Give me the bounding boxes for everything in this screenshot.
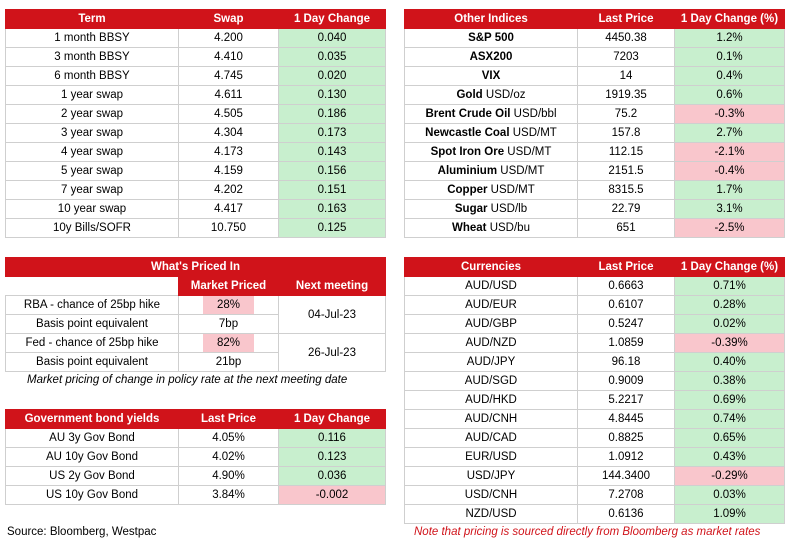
- swap-term: 3 month BBSY: [6, 48, 179, 67]
- bonds-header-change: 1 Day Change: [279, 410, 386, 429]
- currencies-price: 0.6107: [578, 296, 675, 315]
- priced-rba-value-text: 28%: [203, 296, 254, 314]
- currencies-price: 144.3400: [578, 467, 675, 486]
- indices-row: [405, 124, 785, 143]
- indices-change: 0.6%: [675, 86, 785, 105]
- bonds-change: -0.002: [279, 486, 386, 505]
- bonds-table: [5, 409, 386, 505]
- indices-unit: USD/MT: [507, 146, 552, 158]
- currencies-price: 0.6136: [578, 505, 675, 524]
- indices-change: -0.3%: [675, 105, 785, 124]
- currencies-price: 1.0859: [578, 334, 675, 353]
- indices-name: Spot Iron Ore: [430, 146, 505, 158]
- swap-row: [6, 219, 386, 238]
- bonds-price: 4.02%: [179, 448, 279, 467]
- indices-name-cell: [405, 200, 578, 219]
- indices-price: 14: [578, 67, 675, 86]
- swap-rate: 4.304: [179, 124, 279, 143]
- swap-change: 0.151: [279, 181, 386, 200]
- bonds-header-price: Last Price: [179, 410, 279, 429]
- currencies-price: 5.2217: [578, 391, 675, 410]
- priced-in-table: [5, 257, 386, 372]
- indices-unit: USD/lb: [490, 203, 528, 215]
- indices-row: [405, 200, 785, 219]
- swap-term: 4 year swap: [6, 143, 179, 162]
- priced-rba-bp-label: Basis point equivalent: [6, 315, 179, 334]
- swap-rate: 4.745: [179, 67, 279, 86]
- swap-change: 0.143: [279, 143, 386, 162]
- swap-row: [6, 29, 386, 48]
- swap-rate: 4.173: [179, 143, 279, 162]
- indices-change: 0.1%: [675, 48, 785, 67]
- indices-name: Copper: [447, 184, 488, 196]
- currencies-pair: AUD/HKD: [405, 391, 578, 410]
- swap-term: 6 month BBSY: [6, 67, 179, 86]
- priced-fed-label: Fed - chance of 25bp hike: [6, 334, 179, 353]
- priced-note: Market pricing of change in policy rate at the next meeting date: [27, 374, 348, 386]
- priced-fed-value-text: 82%: [203, 334, 254, 352]
- indices-unit: USD/oz: [485, 89, 526, 101]
- indices-change: -2.1%: [675, 143, 785, 162]
- indices-name-cell: [405, 162, 578, 181]
- currencies-row: [405, 410, 785, 429]
- priced-subheader-row: [6, 277, 386, 296]
- priced-rba-row: [6, 296, 386, 315]
- currencies-price: 1.0912: [578, 448, 675, 467]
- indices-change: 2.7%: [675, 124, 785, 143]
- priced-rba-meeting: 04-Jul-23: [279, 296, 386, 334]
- indices-price: 4450.38: [578, 29, 675, 48]
- indices-row: [405, 162, 785, 181]
- currencies-change: -0.29%: [675, 467, 785, 486]
- indices-price: 651: [578, 219, 675, 238]
- currencies-pair: AUD/GBP: [405, 315, 578, 334]
- currencies-row: [405, 296, 785, 315]
- indices-name-cell: [405, 29, 578, 48]
- currencies-row: [405, 505, 785, 524]
- currencies-change: 0.38%: [675, 372, 785, 391]
- swap-term: 10 year swap: [6, 200, 179, 219]
- swap-rate: 4.200: [179, 29, 279, 48]
- priced-fed-row: [6, 334, 386, 353]
- currencies-header-change: 1 Day Change (%): [675, 258, 785, 277]
- indices-name: Sugar: [454, 203, 488, 215]
- bonds-price: 4.90%: [179, 467, 279, 486]
- swap-row: [6, 181, 386, 200]
- indices-price: 112.15: [578, 143, 675, 162]
- swap-row: [6, 48, 386, 67]
- currencies-pair: AUD/NZD: [405, 334, 578, 353]
- currencies-change: 0.65%: [675, 429, 785, 448]
- indices-name: Gold: [456, 89, 483, 101]
- indices-header-price: Last Price: [578, 10, 675, 29]
- swap-row: [6, 162, 386, 181]
- indices-name: ASX200: [469, 51, 513, 63]
- indices-row: [405, 181, 785, 200]
- swap-rate: 4.410: [179, 48, 279, 67]
- currencies-price: 0.6663: [578, 277, 675, 296]
- indices-name: Wheat: [452, 222, 487, 234]
- swap-change: 0.186: [279, 105, 386, 124]
- indices-price: 1919.35: [578, 86, 675, 105]
- currencies-pair: USD/CNH: [405, 486, 578, 505]
- indices-change: 0.4%: [675, 67, 785, 86]
- priced-title-row: [6, 258, 386, 277]
- currencies-change: 0.03%: [675, 486, 785, 505]
- indices-name-cell: [405, 219, 578, 238]
- indices-name: Brent Crude Oil: [425, 108, 511, 120]
- currencies-row: [405, 334, 785, 353]
- swap-row: [6, 86, 386, 105]
- bonds-header-name: Government bond yields: [6, 410, 179, 429]
- swap-row: [6, 143, 386, 162]
- swap-header-change: 1 Day Change: [279, 10, 386, 29]
- currencies-row: [405, 372, 785, 391]
- swap-rate: 4.505: [179, 105, 279, 124]
- currencies-row: [405, 315, 785, 334]
- indices-price: 7203: [578, 48, 675, 67]
- indices-change: 1.7%: [675, 181, 785, 200]
- currencies-price: 0.8825: [578, 429, 675, 448]
- currencies-price: 0.9009: [578, 372, 675, 391]
- currencies-pair: AUD/JPY: [405, 353, 578, 372]
- swap-change: 0.130: [279, 86, 386, 105]
- swap-term: 5 year swap: [6, 162, 179, 181]
- priced-col-market: Market Priced: [179, 277, 279, 296]
- priced-fed-meeting: 26-Jul-23: [279, 334, 386, 372]
- indices-name-cell: [405, 86, 578, 105]
- bonds-row: [6, 448, 386, 467]
- source-note: Source: Bloomberg, Westpac: [7, 526, 157, 538]
- swap-row: [6, 67, 386, 86]
- currencies-price: 4.8445: [578, 410, 675, 429]
- swap-change: 0.035: [279, 48, 386, 67]
- bonds-change: 0.116: [279, 429, 386, 448]
- currencies-row: [405, 353, 785, 372]
- priced-rba-value: [179, 296, 279, 315]
- indices-unit: USD/MT: [500, 165, 545, 177]
- bonds-price: 3.84%: [179, 486, 279, 505]
- currencies-change: 0.28%: [675, 296, 785, 315]
- currencies-change: 0.74%: [675, 410, 785, 429]
- swap-term: 7 year swap: [6, 181, 179, 200]
- priced-title: What's Priced In: [6, 258, 386, 277]
- indices-row: [405, 67, 785, 86]
- priced-col-meeting: Next meeting: [279, 277, 386, 296]
- indices-name: Newcastle Coal: [425, 127, 510, 139]
- swap-rate: 10.750: [179, 219, 279, 238]
- bonds-name: AU 10y Gov Bond: [6, 448, 179, 467]
- currencies-header-row: [405, 258, 785, 277]
- indices-change: -2.5%: [675, 219, 785, 238]
- indices-unit: USD/bbl: [513, 108, 557, 120]
- currencies-pair: NZD/USD: [405, 505, 578, 524]
- bonds-name: US 10y Gov Bond: [6, 486, 179, 505]
- indices-change: 1.2%: [675, 29, 785, 48]
- indices-header-name: Other Indices: [405, 10, 578, 29]
- swap-term: 10y Bills/SOFR: [6, 219, 179, 238]
- priced-fed-bp-label: Basis point equivalent: [6, 353, 179, 372]
- currencies-note: Note that pricing is sourced directly from Bloomberg as market rates: [414, 526, 761, 538]
- swap-row: [6, 124, 386, 143]
- swap-term: 3 year swap: [6, 124, 179, 143]
- indices-row: [405, 48, 785, 67]
- bonds-header-row: [6, 410, 386, 429]
- indices-name: Aluminium: [437, 165, 498, 177]
- swap-term: 2 year swap: [6, 105, 179, 124]
- bonds-row: [6, 429, 386, 448]
- currencies-price: 0.5247: [578, 315, 675, 334]
- bonds-price: 4.05%: [179, 429, 279, 448]
- indices-name: VIX: [481, 70, 501, 82]
- bonds-name: US 2y Gov Bond: [6, 467, 179, 486]
- indices-name-cell: [405, 67, 578, 86]
- currencies-pair: AUD/EUR: [405, 296, 578, 315]
- indices-row: [405, 86, 785, 105]
- swap-row: [6, 200, 386, 219]
- indices-name-cell: [405, 143, 578, 162]
- currencies-price: 7.2708: [578, 486, 675, 505]
- bonds-change: 0.123: [279, 448, 386, 467]
- indices-header-change: 1 Day Change (%): [675, 10, 785, 29]
- bonds-change: 0.036: [279, 467, 386, 486]
- swap-term: 1 year swap: [6, 86, 179, 105]
- indices-name-cell: [405, 105, 578, 124]
- priced-fed-bp-value: 21bp: [179, 353, 279, 372]
- currencies-pair: USD/JPY: [405, 467, 578, 486]
- swap-header-swap: Swap: [179, 10, 279, 29]
- indices-change: -0.4%: [675, 162, 785, 181]
- indices-row: [405, 219, 785, 238]
- currencies-pair: AUD/CNH: [405, 410, 578, 429]
- currencies-table: [404, 257, 785, 524]
- indices-price: 157.8: [578, 124, 675, 143]
- currencies-row: [405, 486, 785, 505]
- currencies-change: 0.43%: [675, 448, 785, 467]
- swap-change: 0.020: [279, 67, 386, 86]
- indices-price: 75.2: [578, 105, 675, 124]
- currencies-change: 0.69%: [675, 391, 785, 410]
- swap-change: 0.163: [279, 200, 386, 219]
- priced-rba-label: RBA - chance of 25bp hike: [6, 296, 179, 315]
- swap-header-row: [6, 10, 386, 29]
- currencies-header-price: Last Price: [578, 258, 675, 277]
- indices-header-row: [405, 10, 785, 29]
- swap-change: 0.125: [279, 219, 386, 238]
- bonds-name: AU 3y Gov Bond: [6, 429, 179, 448]
- indices-row: [405, 143, 785, 162]
- bonds-row: [6, 467, 386, 486]
- currencies-pair: AUD/CAD: [405, 429, 578, 448]
- currencies-row: [405, 429, 785, 448]
- priced-fed-value: [179, 334, 279, 353]
- currencies-row: [405, 467, 785, 486]
- currencies-row: [405, 277, 785, 296]
- currencies-change: 1.09%: [675, 505, 785, 524]
- indices-price: 2151.5: [578, 162, 675, 181]
- currencies-pair: AUD/USD: [405, 277, 578, 296]
- swap-change: 0.156: [279, 162, 386, 181]
- indices-unit: USD/MT: [512, 127, 557, 139]
- indices-unit: USD/MT: [490, 184, 535, 196]
- currencies-header-pair: Currencies: [405, 258, 578, 277]
- currencies-row: [405, 391, 785, 410]
- indices-change: 3.1%: [675, 200, 785, 219]
- indices-name-cell: [405, 181, 578, 200]
- swap-table: [5, 9, 386, 238]
- priced-subheader-blank: [6, 277, 179, 296]
- priced-rba-bp-value: 7bp: [179, 315, 279, 334]
- swap-rate: 4.611: [179, 86, 279, 105]
- indices-name: S&P 500: [468, 32, 514, 44]
- bonds-row: [6, 486, 386, 505]
- indices-row: [405, 29, 785, 48]
- indices-table: [404, 9, 785, 238]
- swap-header-term: Term: [6, 10, 179, 29]
- currencies-change: 0.40%: [675, 353, 785, 372]
- indices-price: 22.79: [578, 200, 675, 219]
- currencies-price: 96.18: [578, 353, 675, 372]
- currencies-row: [405, 448, 785, 467]
- swap-row: [6, 105, 386, 124]
- currencies-change: -0.39%: [675, 334, 785, 353]
- swap-rate: 4.202: [179, 181, 279, 200]
- currencies-pair: EUR/USD: [405, 448, 578, 467]
- currencies-pair: AUD/SGD: [405, 372, 578, 391]
- indices-name-cell: [405, 124, 578, 143]
- currencies-change: 0.71%: [675, 277, 785, 296]
- swap-term: 1 month BBSY: [6, 29, 179, 48]
- swap-rate: 4.159: [179, 162, 279, 181]
- swap-change: 0.173: [279, 124, 386, 143]
- indices-unit: USD/bu: [489, 222, 530, 234]
- indices-price: 8315.5: [578, 181, 675, 200]
- currencies-change: 0.02%: [675, 315, 785, 334]
- swap-rate: 4.417: [179, 200, 279, 219]
- indices-name-cell: [405, 48, 578, 67]
- swap-change: 0.040: [279, 29, 386, 48]
- indices-row: [405, 105, 785, 124]
